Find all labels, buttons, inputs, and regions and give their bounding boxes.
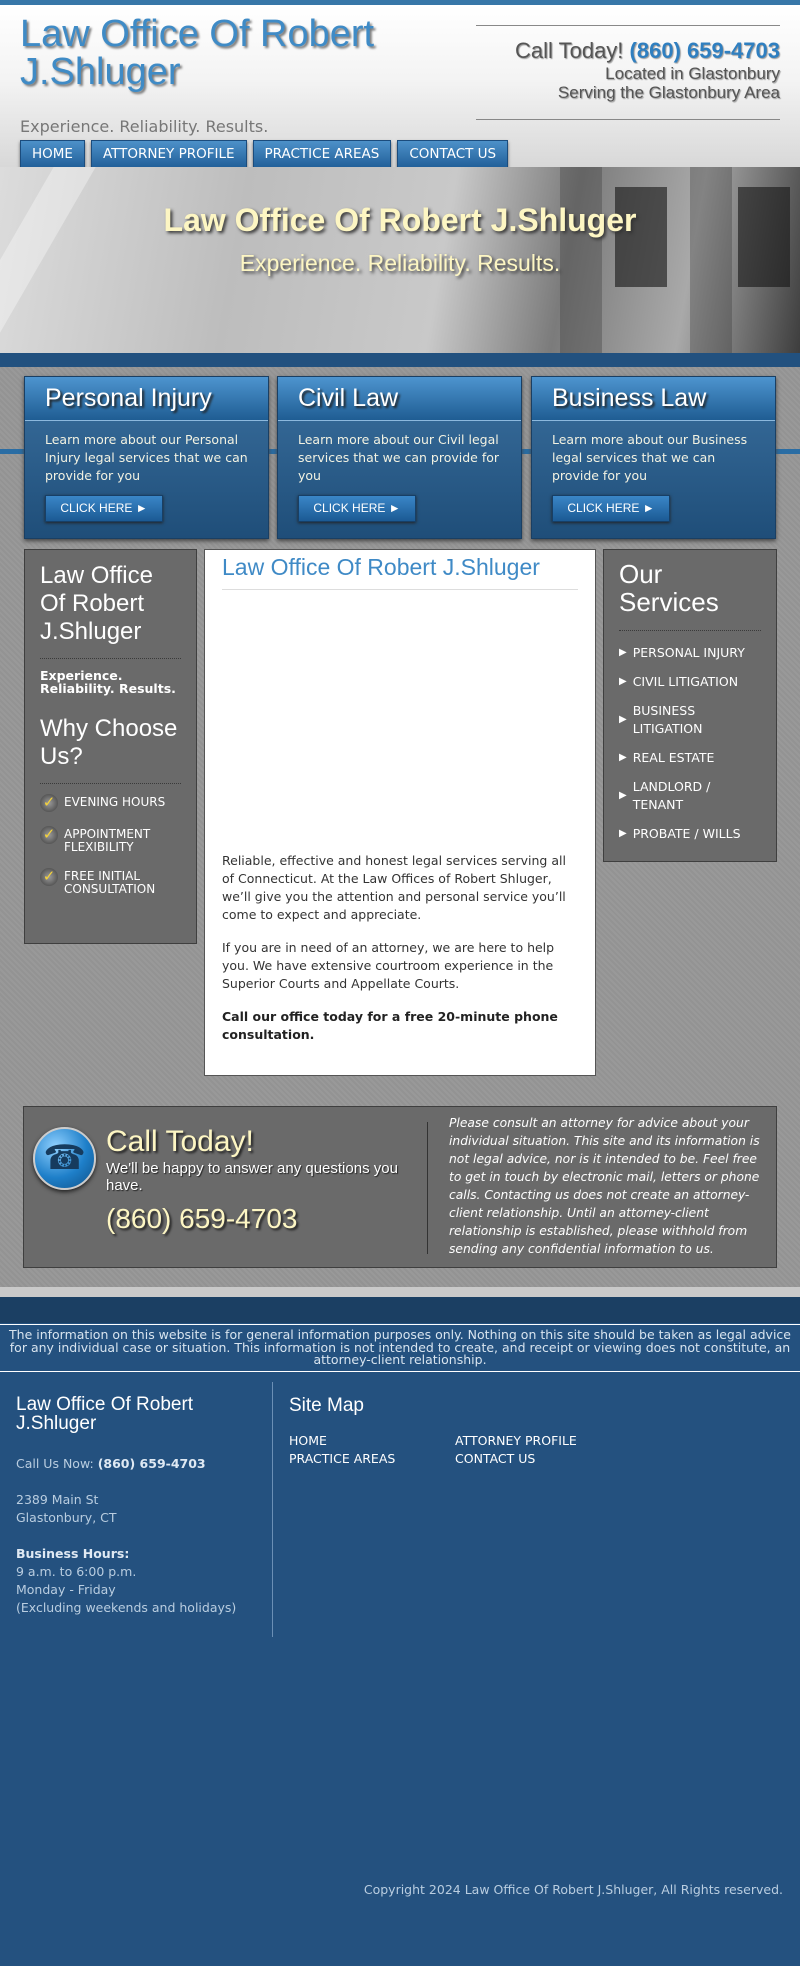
footer-divider: [272, 1382, 273, 1637]
footer-call-label: Call Us Now:: [16, 1456, 94, 1471]
nav-practice-areas[interactable]: PRACTICE AREAS: [253, 140, 392, 168]
site-map: [289, 1395, 621, 1468]
phone-icon: ☎: [33, 1127, 96, 1190]
main-call-to-action: Call our office today for a free 20-minute phone consultation.: [222, 1009, 558, 1042]
why-item-label: APPOINTMENT FLEXIBILITY: [64, 827, 151, 854]
why-item: [40, 826, 181, 854]
click-here-button[interactable]: CLICK HERE ►: [45, 495, 163, 522]
call-prefix: Call Today!: [514, 38, 624, 63]
main-paragraph: If you are in need of an attorney, we are here to help you. We have extensive courtroom experience in the Superior Courts and Appellate Courts.: [222, 940, 555, 991]
main-content: [204, 549, 596, 1076]
service-text: Learn more about our Civil legal services that we can provide for you: [298, 432, 500, 483]
service-link[interactable]: [619, 825, 761, 843]
left-sidebar: [24, 549, 197, 944]
service-title: Business Law: [532, 377, 775, 421]
header-contact-box: [476, 25, 780, 120]
site-title[interactable]: Law Office Of Robert J.Shluger: [20, 13, 375, 93]
checkmark-icon: ✓: [40, 826, 58, 844]
footer-hours-line: (Excluding weekends and holidays): [16, 1600, 237, 1615]
main-nav: [20, 140, 508, 168]
call-today-subtitle: We'll be happy to answer any questions you have.: [106, 1160, 398, 1194]
footer-address-line: Glastonbury, CT: [16, 1510, 117, 1525]
header-call-line: [476, 38, 780, 64]
triangle-right-icon: ▶: [619, 714, 627, 725]
main-title: Law Office Of Robert J.Shluger: [222, 550, 578, 590]
footer-top-gap: [0, 1287, 800, 1297]
hero-subtitle: Experience. Reliability. Results.: [239, 250, 561, 276]
checkmark-icon: ✓: [40, 868, 58, 886]
call-today-panel: [23, 1106, 777, 1268]
service-box-civil-law: [277, 376, 522, 539]
service-title: Civil Law: [278, 377, 521, 421]
header-serving-area: Serving the Glastonbury Area: [557, 83, 780, 102]
service-text: Learn more about our Business legal services that we can provide for you: [552, 432, 748, 483]
why-item: [40, 868, 181, 896]
our-services-title: Our Services: [619, 559, 719, 617]
nav-attorney-profile[interactable]: ATTORNEY PROFILE: [91, 140, 247, 168]
footer-address-line: 2389 Main St: [16, 1492, 99, 1507]
service-box-business-law: [531, 376, 776, 539]
triangle-right-icon: ▶: [619, 828, 627, 839]
service-link[interactable]: [619, 749, 761, 767]
nav-home[interactable]: HOME: [20, 140, 85, 168]
right-sidebar: [603, 549, 777, 862]
service-link-label: PROBATE / WILLS: [632, 826, 741, 841]
service-link[interactable]: [619, 673, 761, 691]
call-today-phone[interactable]: (860) 659-4703: [106, 1203, 298, 1234]
left-sidebar-tagline: Experience. Reliability. Results.: [40, 668, 176, 696]
footer-hours-line: 9 a.m. to 6:00 p.m.: [16, 1564, 137, 1579]
service-link[interactable]: [619, 702, 761, 738]
footer-notice: The information on this website is for general information purposes only. Nothing on this site should be taken as legal advice for any individual case or situation. This information is not intended to create, and receipt or viewing does not constitute, an attorney-client relationship.: [0, 1324, 800, 1372]
site-map-title: Site Map: [289, 1395, 364, 1416]
nav-contact-us[interactable]: CONTACT US: [397, 140, 508, 168]
main-paragraph: Reliable, effective and honest legal services serving all of Connecticut. At the Law Offices of Robert Shluger, we’ll give you the attention and personal service you’ll come to expect and appreciate.: [222, 853, 566, 922]
triangle-right-icon: ▶: [619, 790, 627, 801]
footer-call-line: [16, 1455, 266, 1473]
copyright: Copyright 2024 Law Office Of Robert J.Shluger, All Rights reserved.: [363, 1882, 783, 1897]
service-text: Learn more about our Personal Injury legal services that we can provide for you: [45, 432, 248, 483]
service-link-label: BUSINESS LITIGATION: [632, 703, 703, 736]
main-blank-area: [222, 590, 578, 852]
service-link[interactable]: [619, 644, 761, 662]
footer-dark-band: [0, 1297, 800, 1323]
footer-phone[interactable]: (860) 659-4703: [97, 1456, 206, 1471]
site-map-links: [289, 1432, 621, 1468]
service-link-label: REAL ESTATE: [632, 750, 715, 765]
header-phone-link[interactable]: (860) 659-4703: [629, 38, 780, 63]
footer-hours-line: Monday - Friday: [16, 1582, 116, 1597]
service-link-label: CIVIL LITIGATION: [632, 674, 739, 689]
hero-bottom-bar: [0, 353, 800, 367]
click-here-button[interactable]: CLICK HERE ►: [298, 495, 416, 522]
legal-disclaimer: Please consult an attorney for advice about your individual situation. This site and its information is not legal advice, nor is it intended to be. Feel free to get in touch by electronic mail, letters or phone calls. Contacting us does not create an attorney-client relationship. Until an attorney-client relationship is established, please withhold from sending any confidential information to us.: [449, 1116, 760, 1256]
left-sidebar-title: Law Office Of Robert J.Shluger: [40, 562, 153, 645]
triangle-right-icon: ▶: [619, 676, 627, 687]
service-link-label: LANDLORD / TENANT: [632, 779, 711, 812]
sitemap-link-home[interactable]: HOME: [289, 1433, 327, 1448]
why-item: [40, 794, 181, 812]
site-tagline: Experience. Reliability. Results.: [20, 117, 269, 136]
footer-title: Law Office Of Robert J.Shluger: [16, 1394, 194, 1434]
site-header: [0, 5, 800, 167]
service-link-label: PERSONAL INJURY: [632, 645, 745, 660]
triangle-right-icon: ▶: [619, 647, 627, 658]
why-item-label: EVENING HOURS: [64, 795, 166, 809]
why-choose-title: Why Choose Us?: [40, 715, 178, 770]
service-link[interactable]: [619, 778, 761, 814]
divider: [40, 658, 181, 659]
divider: [427, 1122, 428, 1254]
hours-label: Business Hours:: [16, 1546, 130, 1561]
header-location: Located in Glastonbury: [605, 64, 780, 83]
sitemap-link-contact-us[interactable]: CONTACT US: [455, 1451, 536, 1466]
checkmark-icon: ✓: [40, 794, 58, 812]
divider: [619, 630, 761, 631]
why-item-label: FREE INITIAL CONSULTATION: [64, 869, 156, 896]
click-here-button[interactable]: CLICK HERE ►: [552, 495, 670, 522]
footer-hours-label: [16, 1545, 266, 1563]
sitemap-link-attorney-profile[interactable]: ATTORNEY PROFILE: [455, 1433, 577, 1448]
hero-title: Law Office Of Robert J.Shluger: [163, 202, 637, 238]
triangle-right-icon: ▶: [619, 752, 627, 763]
service-box-personal-injury: [24, 376, 269, 539]
site-footer: [0, 1297, 800, 1966]
call-today-title: Call Today!: [106, 1125, 254, 1158]
hero-banner: [0, 167, 800, 353]
service-title: Personal Injury: [25, 377, 268, 421]
divider: [40, 783, 181, 784]
sitemap-link-practice-areas[interactable]: PRACTICE AREAS: [289, 1451, 396, 1466]
footer-contact: [16, 1395, 266, 1617]
